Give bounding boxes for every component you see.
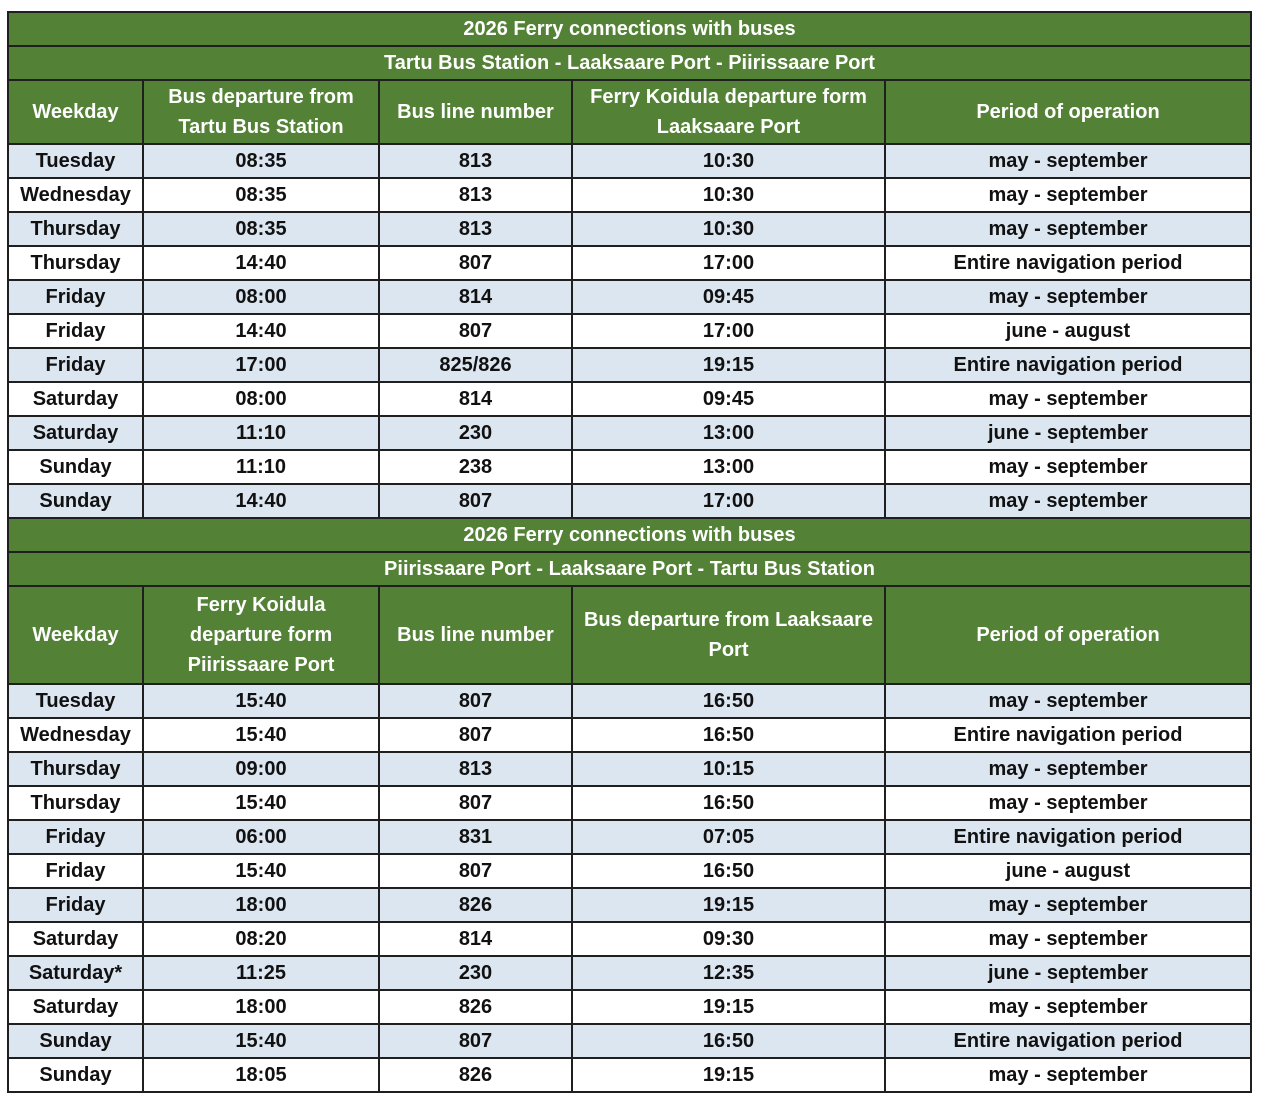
weekday-cell: Saturday (8, 382, 143, 416)
weekday-cell: Wednesday (8, 718, 143, 752)
table-row (8, 246, 1251, 280)
departure-cell: 18:00 (143, 990, 379, 1024)
period-cell: may - september (885, 990, 1251, 1024)
table-title-row (8, 12, 1251, 46)
departure-cell: 17:00 (143, 348, 379, 382)
line-cell: 807 (379, 1024, 572, 1058)
arrival-cell: 10:30 (572, 178, 885, 212)
arrival-cell: 09:45 (572, 280, 885, 314)
period-cell: june - september (885, 416, 1251, 450)
weekday-cell: Saturday (8, 922, 143, 956)
table-row (8, 752, 1251, 786)
arrival-cell: 16:50 (572, 1024, 885, 1058)
period-cell: may - september (885, 212, 1251, 246)
arrival-cell: 16:50 (572, 718, 885, 752)
table-row (8, 280, 1251, 314)
section-1 (8, 12, 1251, 144)
arrival-cell: 16:50 (572, 684, 885, 718)
line-cell: 826 (379, 888, 572, 922)
arrival-cell: 19:15 (572, 888, 885, 922)
weekday-cell: Friday (8, 888, 143, 922)
departure-cell: 11:10 (143, 416, 379, 450)
line-cell: 807 (379, 684, 572, 718)
column-header-row (8, 80, 1251, 144)
table-row (8, 922, 1251, 956)
arrival-cell: 09:30 (572, 922, 885, 956)
table-row (8, 990, 1251, 1024)
table-row (8, 820, 1251, 854)
departure-cell: 06:00 (143, 820, 379, 854)
weekday-cell: Friday (8, 280, 143, 314)
period-cell: may - september (885, 178, 1251, 212)
line-cell: 807 (379, 246, 572, 280)
period-cell: may - september (885, 922, 1251, 956)
header-period: Period of operation (885, 80, 1251, 144)
departure-cell: 08:00 (143, 382, 379, 416)
line-cell: 814 (379, 280, 572, 314)
table-row (8, 144, 1251, 178)
arrival-cell: 10:30 (572, 212, 885, 246)
table-row (8, 1058, 1251, 1092)
arrival-cell: 12:35 (572, 956, 885, 990)
column-header-row (8, 586, 1251, 684)
period-cell: june - august (885, 854, 1251, 888)
period-cell: may - september (885, 144, 1251, 178)
route-title: Tartu Bus Station - Laaksaare Port - Piirissaare Port (8, 46, 1251, 80)
period-cell: may - september (885, 786, 1251, 820)
route-row (8, 552, 1251, 586)
departure-cell: 14:40 (143, 484, 379, 518)
arrival-cell: 09:45 (572, 382, 885, 416)
arrival-cell: 17:00 (572, 314, 885, 348)
period-cell: june - august (885, 314, 1251, 348)
table-row (8, 1024, 1251, 1058)
table-row (8, 956, 1251, 990)
section-1-rows (8, 144, 1251, 518)
departure-cell: 15:40 (143, 718, 379, 752)
departure-cell: 14:40 (143, 246, 379, 280)
weekday-cell: Thursday (8, 246, 143, 280)
header-line: Bus line number (379, 80, 572, 144)
weekday-cell: Tuesday (8, 144, 143, 178)
arrival-cell: 07:05 (572, 820, 885, 854)
weekday-cell: Saturday* (8, 956, 143, 990)
weekday-cell: Sunday (8, 484, 143, 518)
period-cell: may - september (885, 280, 1251, 314)
table-row (8, 854, 1251, 888)
line-cell: 807 (379, 314, 572, 348)
line-cell: 813 (379, 144, 572, 178)
departure-cell: 11:25 (143, 956, 379, 990)
period-cell: may - september (885, 684, 1251, 718)
header-line: Bus line number (379, 586, 572, 684)
departure-cell: 18:00 (143, 888, 379, 922)
table-row (8, 178, 1251, 212)
table-row (8, 718, 1251, 752)
arrival-cell: 13:00 (572, 450, 885, 484)
weekday-cell: Saturday (8, 990, 143, 1024)
period-cell: Entire navigation period (885, 246, 1251, 280)
arrival-cell: 10:30 (572, 144, 885, 178)
departure-cell: 15:40 (143, 786, 379, 820)
line-cell: 831 (379, 820, 572, 854)
line-cell: 238 (379, 450, 572, 484)
weekday-cell: Thursday (8, 212, 143, 246)
header-weekday: Weekday (8, 586, 143, 684)
table-row (8, 786, 1251, 820)
period-cell: may - september (885, 450, 1251, 484)
table-row (8, 348, 1251, 382)
line-cell: 826 (379, 990, 572, 1024)
weekday-cell: Friday (8, 348, 143, 382)
departure-cell: 11:10 (143, 450, 379, 484)
timetable-document (7, 11, 1252, 1093)
line-cell: 230 (379, 416, 572, 450)
table-title-row (8, 518, 1251, 552)
period-cell: may - september (885, 382, 1251, 416)
section-2 (8, 518, 1251, 684)
line-cell: 814 (379, 922, 572, 956)
arrival-cell: 17:00 (572, 484, 885, 518)
table-row (8, 450, 1251, 484)
departure-cell: 14:40 (143, 314, 379, 348)
departure-cell: 08:35 (143, 144, 379, 178)
table-row (8, 484, 1251, 518)
line-cell: 813 (379, 212, 572, 246)
table-row (8, 684, 1251, 718)
departure-cell: 15:40 (143, 684, 379, 718)
weekday-cell: Wednesday (8, 178, 143, 212)
line-cell: 807 (379, 484, 572, 518)
weekday-cell: Sunday (8, 1024, 143, 1058)
header-departure: Ferry Koidula departure form Piirissaare Port (143, 586, 379, 684)
table-row (8, 382, 1251, 416)
period-cell: may - september (885, 1058, 1251, 1092)
header-weekday: Weekday (8, 80, 143, 144)
departure-cell: 08:20 (143, 922, 379, 956)
arrival-cell: 13:00 (572, 416, 885, 450)
period-cell: Entire navigation period (885, 820, 1251, 854)
header-departure: Bus departure from Tartu Bus Station (143, 80, 379, 144)
weekday-cell: Tuesday (8, 684, 143, 718)
period-cell: Entire navigation period (885, 348, 1251, 382)
weekday-cell: Thursday (8, 752, 143, 786)
ferry-timetable (7, 11, 1252, 1093)
departure-cell: 18:05 (143, 1058, 379, 1092)
arrival-cell: 17:00 (572, 246, 885, 280)
weekday-cell: Friday (8, 820, 143, 854)
weekday-cell: Friday (8, 854, 143, 888)
line-cell: 813 (379, 178, 572, 212)
period-cell: june - september (885, 956, 1251, 990)
table-title: 2026 Ferry connections with buses (8, 518, 1251, 552)
line-cell: 826 (379, 1058, 572, 1092)
period-cell: may - september (885, 752, 1251, 786)
arrival-cell: 10:15 (572, 752, 885, 786)
section-2-rows (8, 684, 1251, 1092)
header-period: Period of operation (885, 586, 1251, 684)
arrival-cell: 19:15 (572, 348, 885, 382)
table-row (8, 212, 1251, 246)
line-cell: 807 (379, 786, 572, 820)
departure-cell: 08:35 (143, 178, 379, 212)
table-row (8, 416, 1251, 450)
table-title: 2026 Ferry connections with buses (8, 12, 1251, 46)
departure-cell: 09:00 (143, 752, 379, 786)
line-cell: 230 (379, 956, 572, 990)
line-cell: 813 (379, 752, 572, 786)
header-arrival: Ferry Koidula departure form Laaksaare Port (572, 80, 885, 144)
table-row (8, 314, 1251, 348)
weekday-cell: Sunday (8, 1058, 143, 1092)
line-cell: 814 (379, 382, 572, 416)
departure-cell: 08:35 (143, 212, 379, 246)
arrival-cell: 19:15 (572, 1058, 885, 1092)
weekday-cell: Thursday (8, 786, 143, 820)
route-title: Piirissaare Port - Laaksaare Port - Tartu Bus Station (8, 552, 1251, 586)
header-arrival: Bus departure from Laaksaare Port (572, 586, 885, 684)
arrival-cell: 16:50 (572, 854, 885, 888)
period-cell: may - september (885, 484, 1251, 518)
weekday-cell: Sunday (8, 450, 143, 484)
route-row (8, 46, 1251, 80)
table-row (8, 888, 1251, 922)
arrival-cell: 16:50 (572, 786, 885, 820)
arrival-cell: 19:15 (572, 990, 885, 1024)
line-cell: 807 (379, 718, 572, 752)
period-cell: Entire navigation period (885, 718, 1251, 752)
departure-cell: 15:40 (143, 854, 379, 888)
weekday-cell: Friday (8, 314, 143, 348)
departure-cell: 08:00 (143, 280, 379, 314)
departure-cell: 15:40 (143, 1024, 379, 1058)
line-cell: 807 (379, 854, 572, 888)
period-cell: Entire navigation period (885, 1024, 1251, 1058)
period-cell: may - september (885, 888, 1251, 922)
weekday-cell: Saturday (8, 416, 143, 450)
line-cell: 825/826 (379, 348, 572, 382)
